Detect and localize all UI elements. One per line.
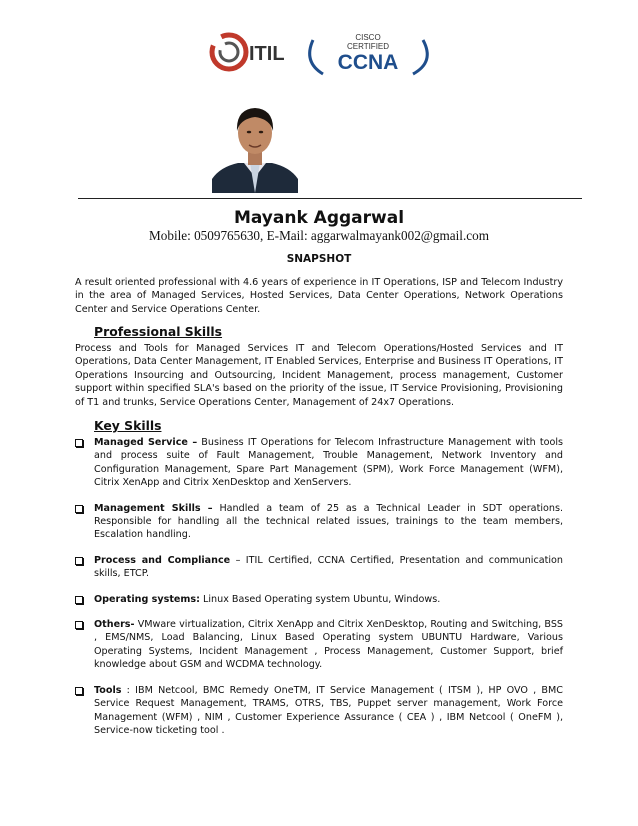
item-text: : IBM Netcool, BMC Remedy OneTM, IT Service Management ( ITSM ), HP OVO , BMC Service Request Management, TRAMS, OTRS, TBS, Puppet server management, Work Force Management (WFM) , NIM , Customer Experience Assurance ( CEA ) , IBM Netcool ( OneFM ), Service-now ticketing tool . bbox=[94, 684, 563, 736]
checkbox-bullet-icon bbox=[75, 621, 83, 629]
item-title: Others- bbox=[94, 619, 135, 631]
item-title: Management Skills – bbox=[94, 502, 213, 514]
professional-skills-text: Process and Tools for Managed Services IT and Telecom Operations/Hosted Services and IT Operations, Data Center Management, IT Enabled Services, Enterprise and Business IT Operations, IT Operations Insourcing and Outsourcing, Incident Management, process management, Customer support within specified SLA's based on the priority of the issue, IT Service Provisioning, Provisioning of T1 and trunks, Service Operations Center, Management of 24x7 Operations. bbox=[75, 343, 563, 408]
list-item bbox=[75, 554, 563, 581]
professional-skills-heading: Professional Skills bbox=[94, 324, 223, 339]
certification-logos bbox=[205, 22, 445, 82]
snapshot-text: A result oriented professional with 4.6 years of experience in IT Operations, ISP and Telecom Industry in the area of Managed Services, Hosted Services, Data Center Operations, Network Operations Center and Service Operations Center. bbox=[75, 277, 563, 315]
key-skills-list bbox=[75, 436, 563, 749]
checkbox-bullet-icon bbox=[75, 439, 83, 447]
list-item bbox=[75, 502, 563, 542]
checkbox-bullet-icon bbox=[75, 505, 83, 513]
item-title: Tools bbox=[94, 684, 122, 696]
item-text: – ITIL Certified, CCNA Certified, Presentation and communication skills, ETCP. bbox=[94, 554, 563, 580]
ccna-text: CCNA bbox=[337, 51, 399, 74]
ccna-logo bbox=[310, 33, 428, 74]
item-title: Managed Service – bbox=[94, 437, 198, 448]
item-title: Process and Compliance bbox=[94, 554, 231, 566]
item-text: Business IT Operations for Telecom Infrastructure Management with tools and process suite of Fault Management, Trouble Management, Network Inventory and Configuration Management, Spare Part Management (SPM), Work Force Management (WFM), Citrix XenApp and Citrix XenDesktop and XenServers. bbox=[94, 437, 563, 489]
item-text: VMware virtualization, Citrix XenApp and Citrix XenDesktop, Routing and Switching, BSS , EMS/NMS, Load Balancing, Linux Based Operating system UBUNTU Hardware, Various Operating Systems, Incident Management , Process Management, Customer Support, brief knowledge about GSM and WCDMA technology. bbox=[94, 619, 563, 671]
list-item bbox=[75, 436, 563, 490]
item-text: Linux Based Operating system Ubuntu, Windows. bbox=[199, 593, 441, 605]
snapshot-heading: SNAPSHOT bbox=[286, 253, 352, 265]
candidate-name: Mayank Aggarwal bbox=[233, 208, 405, 228]
itil-logo-text: ITIL bbox=[249, 43, 285, 65]
itil-logo bbox=[212, 35, 285, 69]
contact-info: Mobile: 0509765630, E-Mail: aggarwalmayank002@gmail.com bbox=[149, 228, 489, 243]
header-divider bbox=[78, 198, 582, 199]
cisco-text: CISCO bbox=[355, 33, 381, 42]
profile-photo bbox=[210, 97, 300, 193]
item-title: Operating systems: bbox=[94, 593, 200, 605]
list-item bbox=[75, 593, 563, 606]
list-item bbox=[75, 684, 563, 738]
checkbox-bullet-icon bbox=[75, 687, 83, 695]
list-item bbox=[75, 618, 563, 672]
checkbox-bullet-icon bbox=[75, 557, 83, 565]
certified-text: CERTIFIED bbox=[346, 42, 390, 51]
checkbox-bullet-icon bbox=[75, 596, 83, 604]
key-skills-heading: Key Skills bbox=[94, 418, 162, 433]
item-text: Handled a team of 25 as a Technical Leader in SDT operations. Responsible for handling all the technical related issues, trainings to the team members, Escalation handling. bbox=[94, 502, 563, 541]
